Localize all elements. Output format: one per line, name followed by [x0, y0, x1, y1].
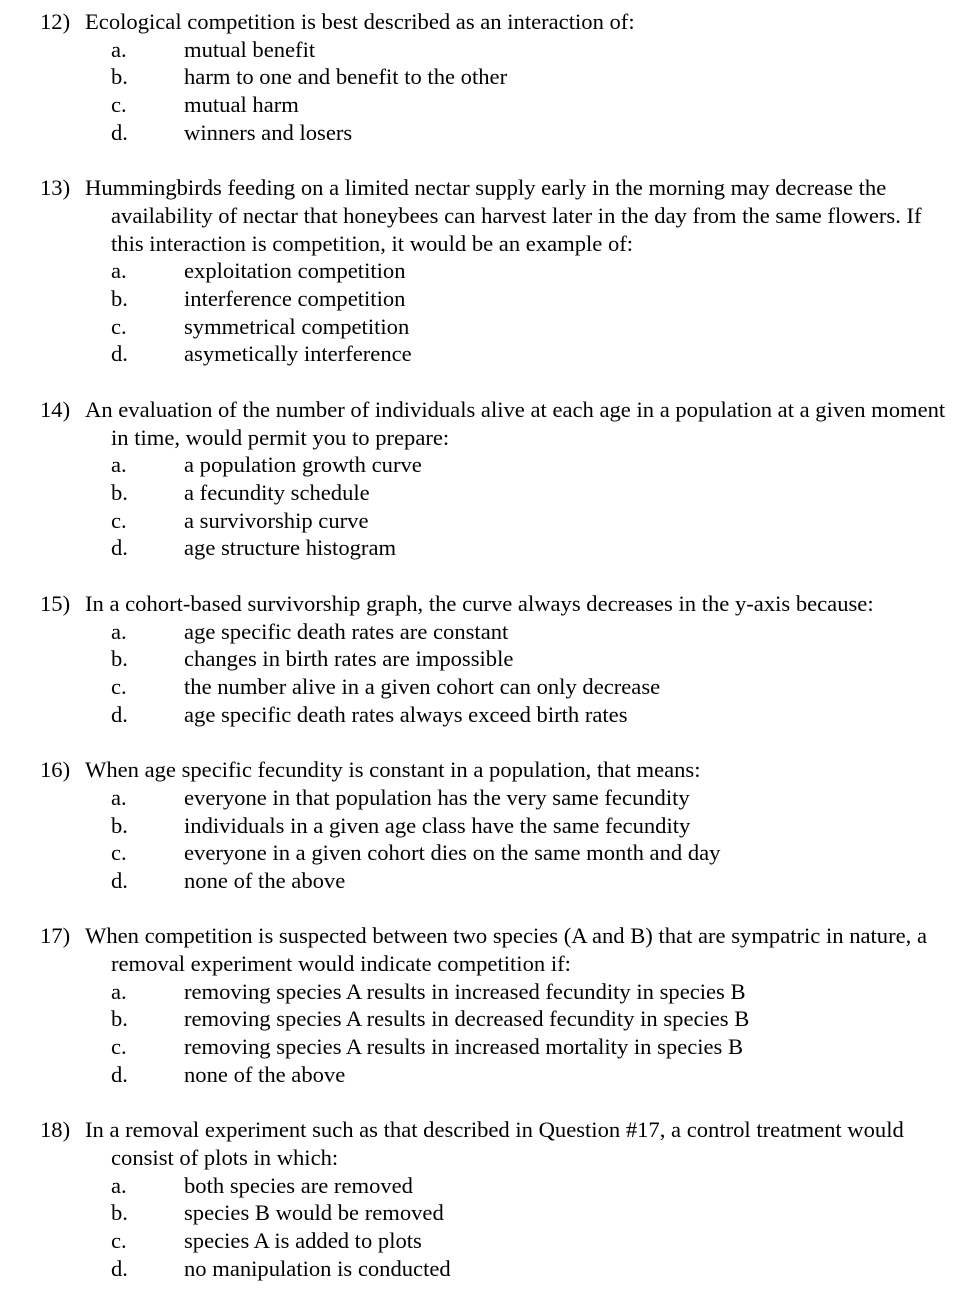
question-text: Hummingbirds feeding on a limited nectar supply early in the morning may decrease the availability of nectar that honeybees can harvest later in the day from the same flowers. If this interaction is competition, it would be an example of:	[85, 175, 922, 256]
choice-letter: c.	[111, 313, 127, 339]
answer-choice	[0, 285, 970, 313]
question-number: 15)	[40, 590, 71, 616]
choice-letter: d.	[111, 701, 128, 727]
choice-text: removing species A results in increased fecundity in species B	[184, 978, 746, 1004]
answer-choice	[0, 673, 970, 701]
choice-text: everyone in that population has the very same fecundity	[184, 784, 690, 810]
choice-text: symmetrical competition	[184, 313, 410, 339]
answer-choice	[0, 1005, 970, 1033]
choice-letter: a.	[111, 618, 127, 644]
choice-text: individuals in a given age class have the same fecundity	[184, 812, 691, 838]
answer-choice	[0, 36, 970, 64]
question-block	[0, 396, 970, 562]
question-stem	[0, 8, 970, 36]
choice-letter: a.	[111, 978, 127, 1004]
choice-text: mutual harm	[184, 92, 299, 118]
choice-text: changes in birth rates are impossible	[184, 646, 514, 672]
choice-letter: a.	[111, 1172, 127, 1198]
choice-text: asymetically interference	[184, 341, 412, 367]
choice-letter: d.	[111, 119, 128, 145]
choice-text: removing species A results in decreased fecundity in species B	[184, 1006, 750, 1032]
choice-letter: b.	[111, 812, 128, 838]
answer-choice	[0, 507, 970, 535]
choice-letter: d.	[111, 867, 128, 893]
choice-text: a population growth curve	[184, 452, 422, 478]
question-text: An evaluation of the number of individuals alive at each age in a population at a given moment in time, would permit you to prepare:	[85, 396, 946, 450]
choice-letter: c.	[111, 92, 127, 118]
choice-text: harm to one and benefit to the other	[184, 64, 508, 90]
choice-text: the number alive in a given cohort can only decrease	[184, 673, 661, 699]
answer-choice	[0, 119, 970, 147]
answer-choice	[0, 618, 970, 646]
choice-text: species B would be removed	[184, 1200, 444, 1226]
choice-letter: a.	[111, 36, 127, 62]
choice-text: everyone in a given cohort dies on the same month and day	[184, 840, 721, 866]
question-block	[0, 174, 970, 368]
choice-text: none of the above	[184, 1061, 346, 1087]
choice-letter: c.	[111, 1034, 127, 1060]
question-text: In a removal experiment such as that described in Question #17, a control treatment would consist of plots in which:	[85, 1117, 904, 1171]
question-block	[0, 8, 970, 146]
choice-text: age specific death rates are constant	[184, 618, 509, 644]
choice-text: age structure histogram	[184, 535, 397, 561]
answer-choice	[0, 534, 970, 562]
choice-letter: b.	[111, 480, 128, 505]
choice-letter: d.	[111, 535, 128, 561]
choice-text: species A is added to plots	[184, 1228, 422, 1254]
answer-choice	[0, 313, 970, 341]
question-text: In a cohort-based survivorship graph, the curve always decreases in the y-axis because:	[85, 590, 874, 616]
choice-letter: b.	[111, 64, 128, 90]
answer-choice	[0, 1227, 970, 1255]
answer-choice	[0, 1061, 970, 1089]
choice-text: a survivorship curve	[184, 507, 369, 533]
answer-choice	[0, 91, 970, 119]
choice-text: mutual benefit	[184, 36, 316, 62]
choice-text: age specific death rates always exceed birth rates	[184, 701, 628, 727]
choice-letter: b.	[111, 286, 128, 312]
answer-choice	[0, 63, 970, 91]
choice-text: interference competition	[184, 286, 406, 312]
answer-choice	[0, 978, 970, 1006]
quiz-page	[0, 8, 970, 1310]
question-text: When age specific fecundity is constant in a population, that means:	[85, 757, 701, 783]
answer-choice	[0, 451, 970, 479]
choice-text: no manipulation is conducted	[184, 1255, 451, 1281]
question-block	[0, 756, 970, 894]
answer-choice	[0, 701, 970, 729]
answer-choice	[0, 1255, 970, 1283]
choice-text: removing species A results in increased mortality in species B	[184, 1034, 744, 1060]
choice-letter: b.	[111, 1006, 128, 1032]
answer-choice	[0, 257, 970, 285]
question-number: 16)	[40, 757, 71, 783]
choice-letter: d.	[111, 341, 128, 367]
choice-text: a fecundity schedule	[184, 480, 370, 505]
question-number: 12)	[40, 9, 71, 34]
question-stem	[0, 1116, 970, 1171]
question-stem	[0, 590, 970, 618]
answer-choice	[0, 812, 970, 840]
question-block	[0, 1116, 970, 1282]
choice-letter: b.	[111, 1200, 128, 1226]
choice-letter: c.	[111, 507, 127, 533]
choice-letter: c.	[111, 840, 127, 866]
answer-choice	[0, 839, 970, 867]
question-number: 18)	[40, 1117, 71, 1143]
question-stem	[0, 396, 970, 451]
choice-text: winners and losers	[184, 119, 353, 145]
question-stem	[0, 922, 970, 977]
question-stem	[0, 174, 970, 257]
choice-letter: a.	[111, 258, 127, 284]
choice-text: exploitation competition	[184, 258, 406, 284]
choice-letter: d.	[111, 1061, 128, 1087]
choice-letter: c.	[111, 673, 127, 699]
question-text: Ecological competition is best described as an interaction of:	[85, 9, 635, 34]
question-number: 13)	[40, 175, 71, 201]
question-number: 17)	[40, 923, 71, 949]
answer-choice	[0, 340, 970, 368]
answer-choice	[0, 1172, 970, 1200]
answer-choice	[0, 784, 970, 812]
question-block	[0, 590, 970, 728]
question-number: 14)	[40, 396, 71, 422]
choice-letter: d.	[111, 1255, 128, 1281]
choice-letter: c.	[111, 1228, 127, 1254]
choice-letter: a.	[111, 784, 127, 810]
answer-choice	[0, 479, 970, 507]
choice-letter: b.	[111, 646, 128, 672]
choice-text: none of the above	[184, 867, 346, 893]
answer-choice	[0, 645, 970, 673]
answer-choice	[0, 867, 970, 895]
choice-text: both species are removed	[184, 1172, 413, 1198]
answer-choice	[0, 1199, 970, 1227]
answer-choice	[0, 1033, 970, 1061]
question-block	[0, 922, 970, 1088]
question-text: When competition is suspected between two species (A and B) that are sympatric in nature, a removal experiment would indicate competition if:	[85, 923, 927, 977]
choice-letter: a.	[111, 452, 127, 478]
question-stem	[0, 756, 970, 784]
